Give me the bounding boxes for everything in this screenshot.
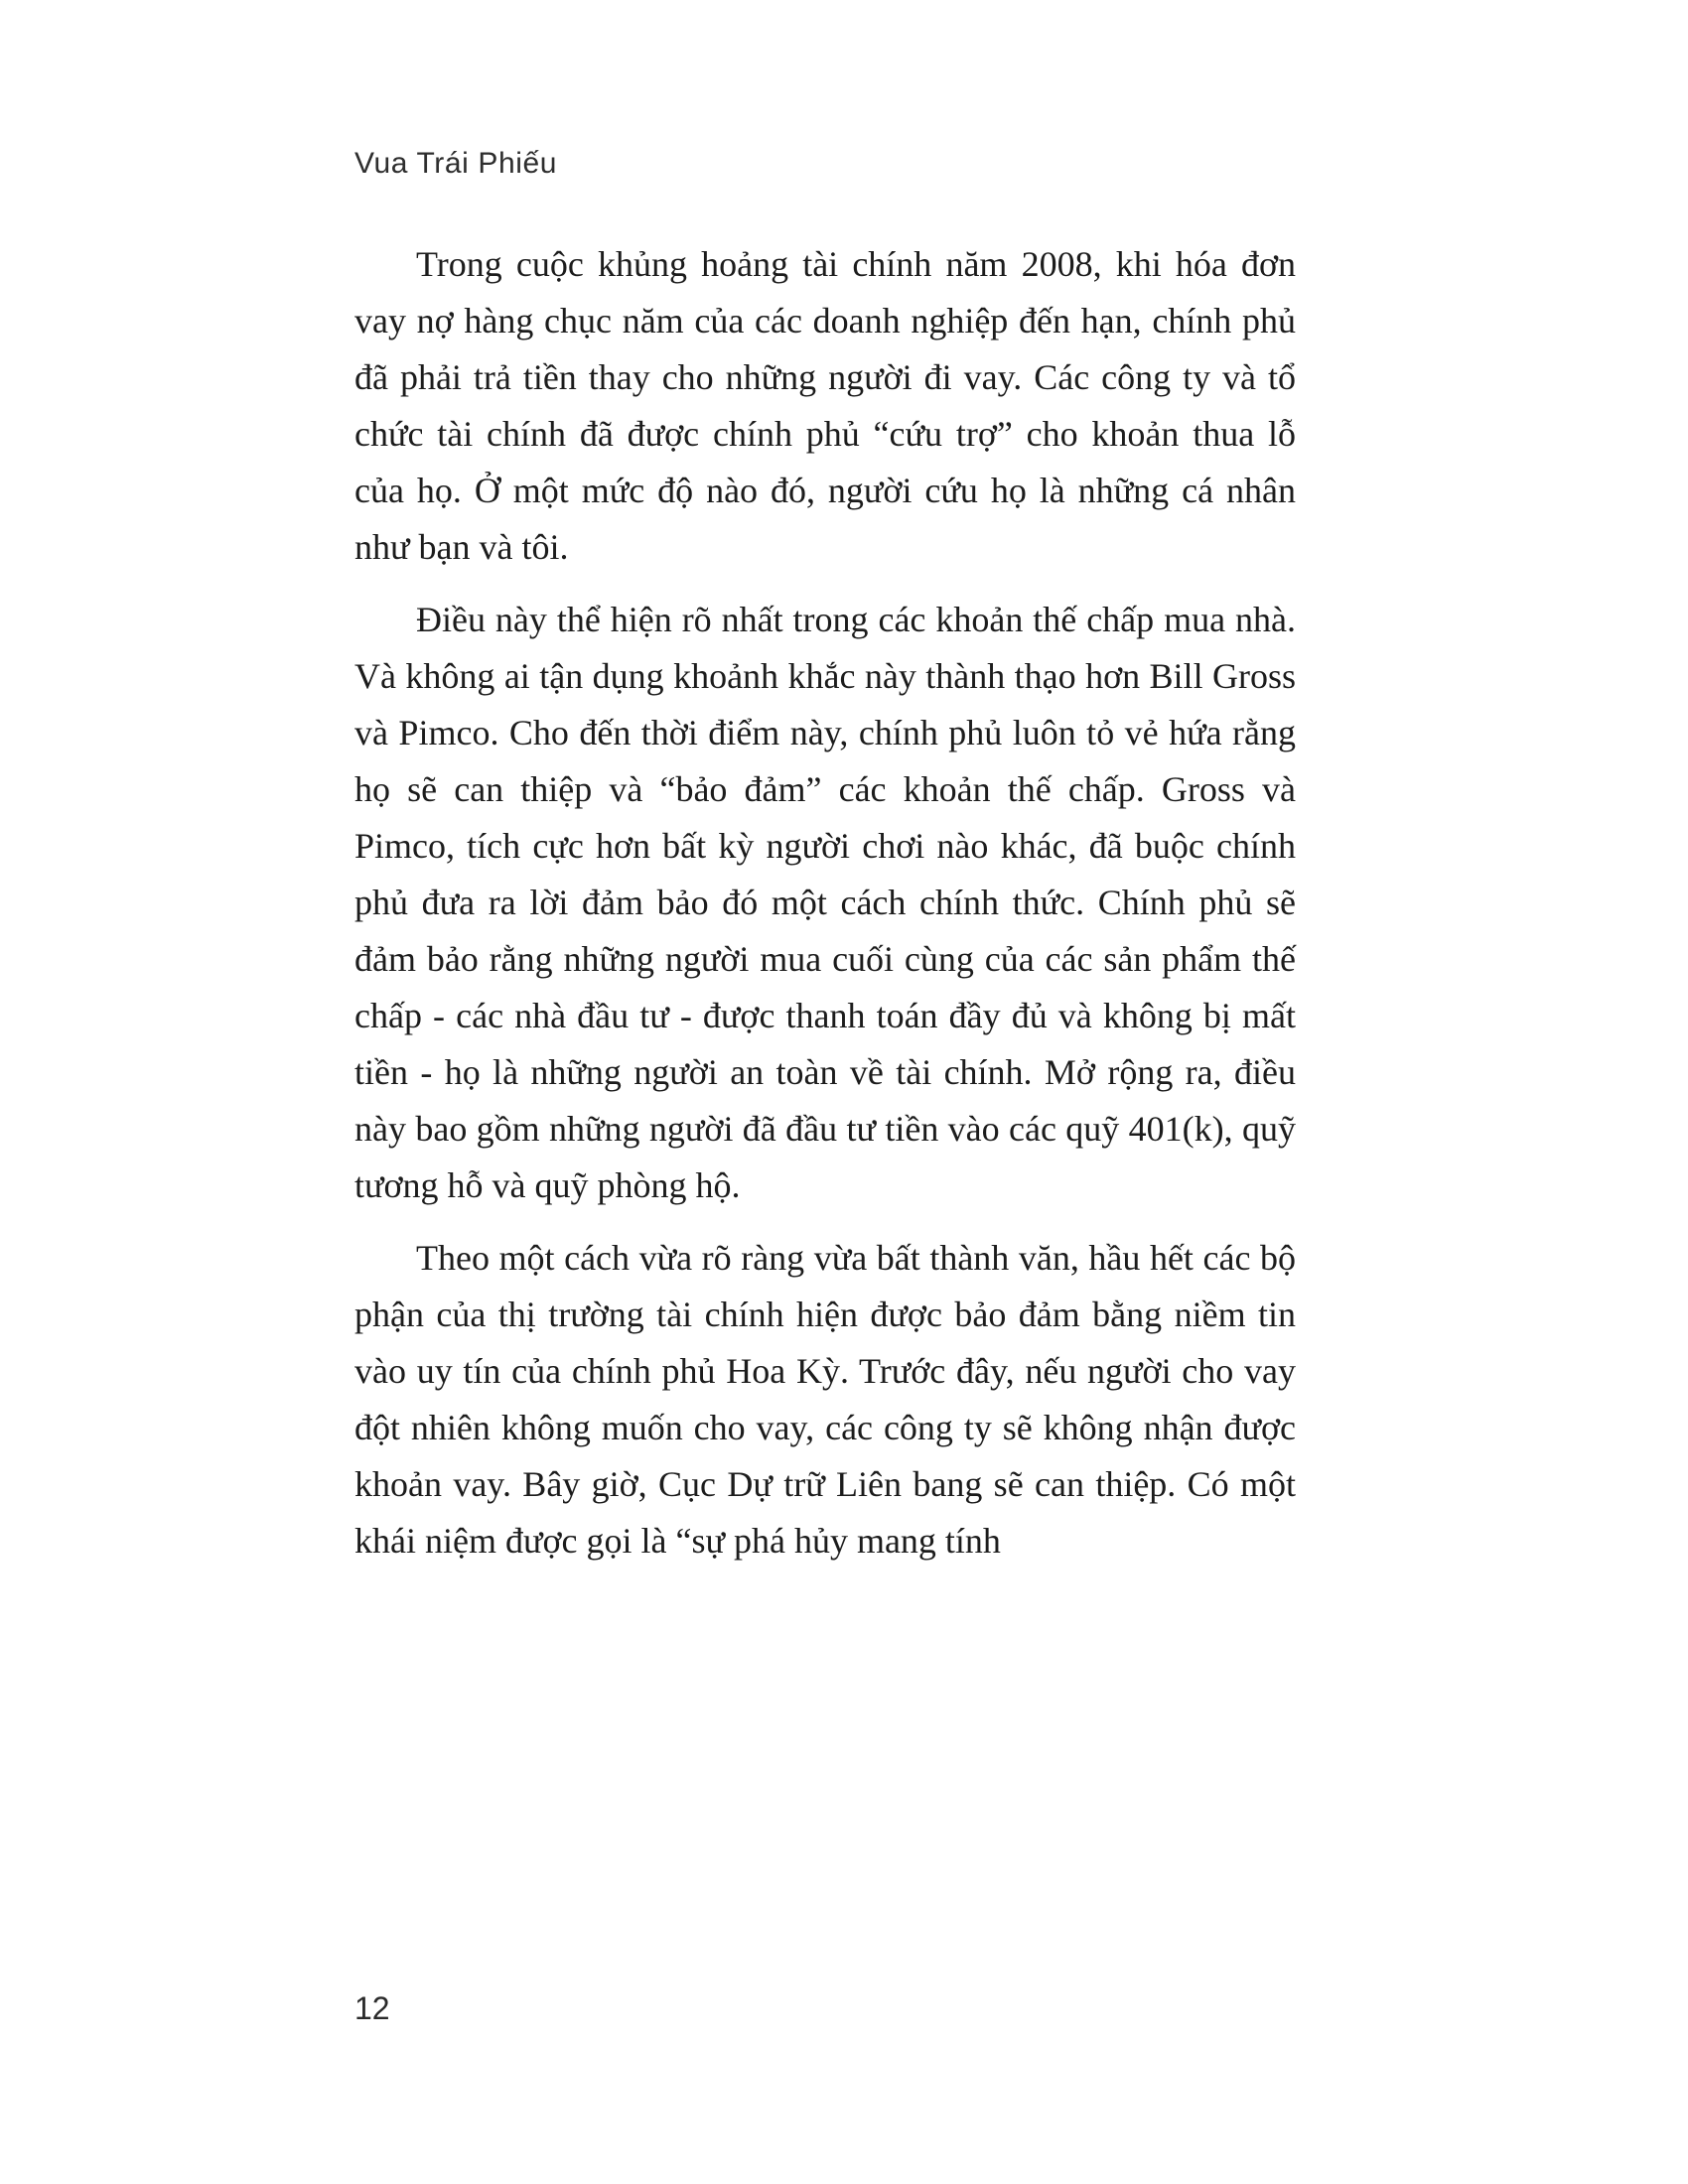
paragraph: Điều này thể hiện rõ nhất trong các khoản thế chấp mua nhà. Và không ai tận dụng khoảnh khắc này thành thạo hơn Bill Gross và Pimco. Cho đến thời điểm này, chính phủ luôn tỏ vẻ hứa rằng họ sẽ can thiệp và “bảo đảm” các khoản thế chấp. Gross và Pimco, tích cực hơn bất kỳ người chơi nào khác, đã buộc chính phủ đưa ra lời đảm bảo đó một cách chính thức. Chính phủ sẽ đảm bảo rằng những người mua cuối cùng của các sản phẩm thế chấp - các nhà đầu tư - được thanh toán đầy đủ và không bị mất tiền - họ là những người an toàn về tài chính. Mở rộng ra, điều này bao gồm những người đã đầu tư tiền vào các quỹ 401(k), quỹ tương hỗ và quỹ phòng hộ. — [354, 600, 1296, 1205]
body-text — [354, 236, 1296, 1585]
paragraph: Theo một cách vừa rõ ràng vừa bất thành văn, hầu hết các bộ phận của thị trường tài chính hiện được bảo đảm bằng niềm tin vào uy tín của chính phủ Hoa Kỳ. Trước đây, nếu người cho vay đột nhiên không muốn cho vay, các công ty sẽ không nhận được khoản vay. Bây giờ, Cục Dự trữ Liên bang sẽ can thiệp. Có một khái niệm được gọi là “sự phá hủy mang tính — [354, 1238, 1296, 1561]
paragraph: Trong cuộc khủng hoảng tài chính năm 2008, khi hóa đơn vay nợ hàng chục năm của các doanh nghiệp đến hạn, chính phủ đã phải trả tiền thay cho những người đi vay. Các công ty và tổ chức tài chính đã được chính phủ “cứu trợ” cho khoản thua lỗ của họ. Ở một mức độ nào đó, người cứu họ là những cá nhân như bạn và tôi. — [354, 244, 1296, 567]
running-header: Vua Trái Phiếu — [354, 147, 558, 180]
page-number: 12 — [354, 1990, 390, 2026]
